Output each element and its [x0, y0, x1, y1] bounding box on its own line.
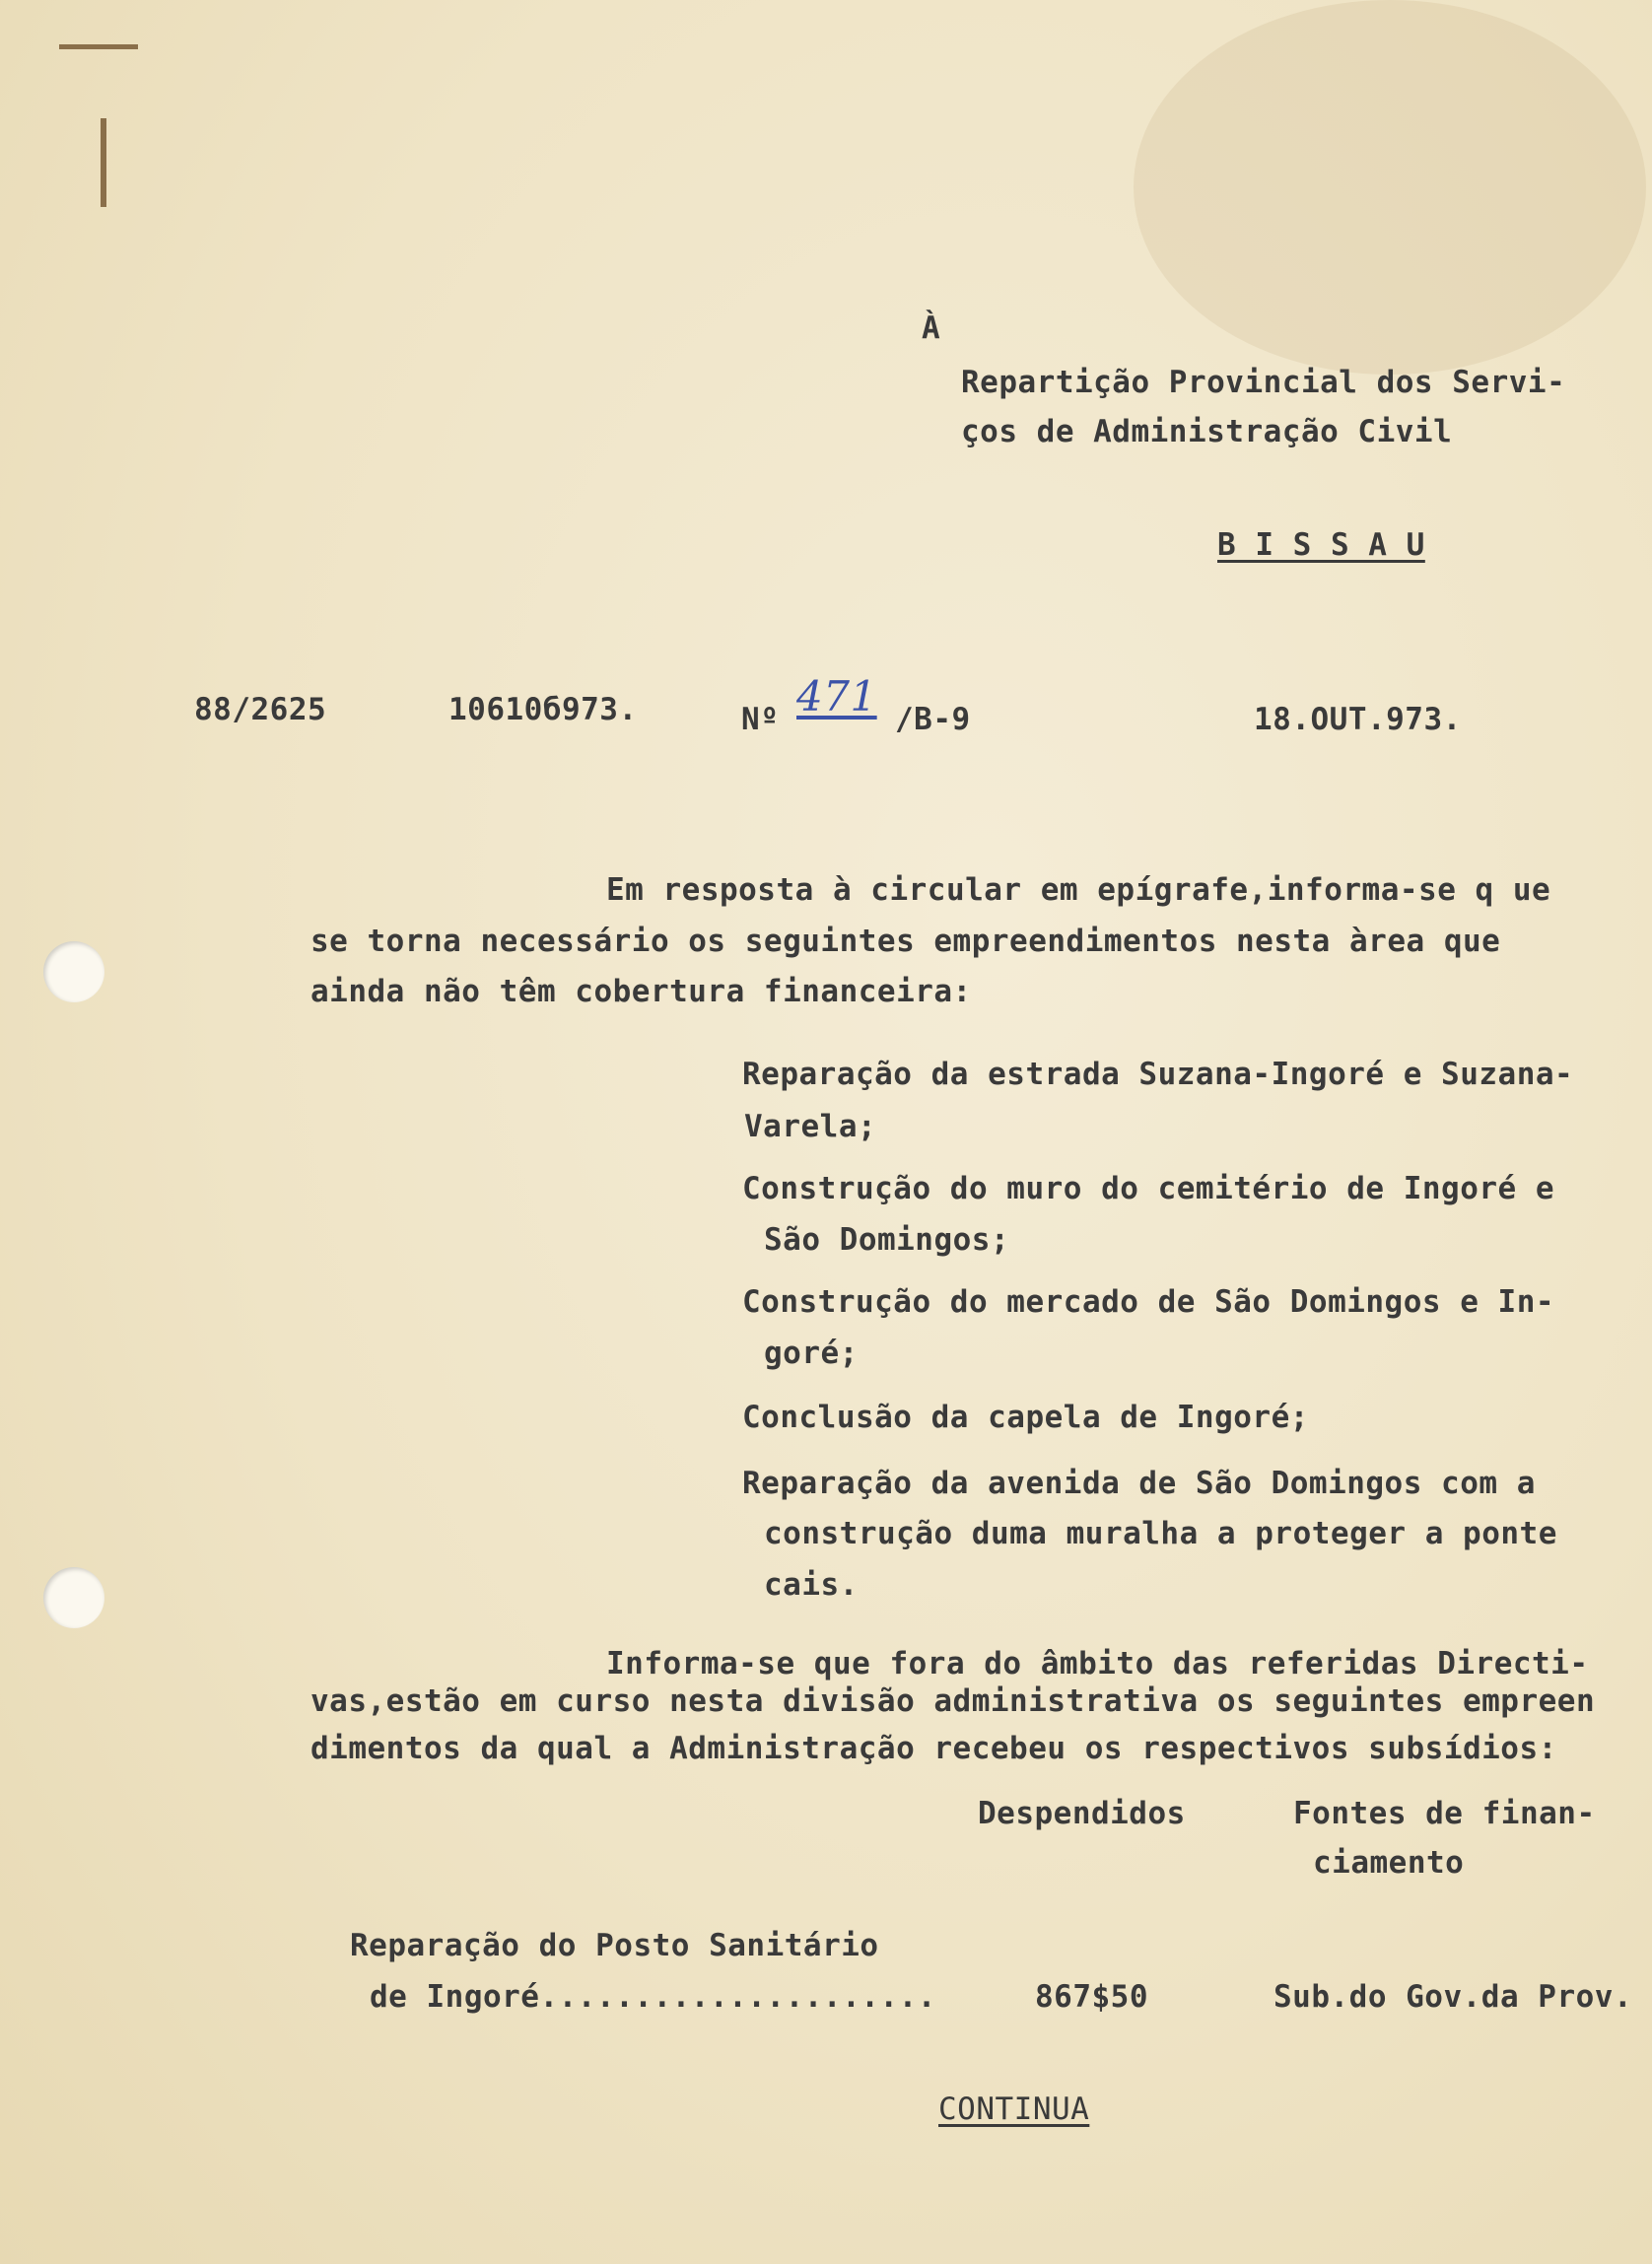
- reference-date: 10610б973.: [448, 692, 638, 727]
- list-item-4-line-1: Conclusão da capela de Ingoré;: [742, 1400, 1309, 1435]
- list-item-5-line-2: construção duma muralha a proteger a ponte: [764, 1516, 1557, 1551]
- paragraph-2-line-3: dimentos da qual a Administração recebeu os respectivos subsídios:: [310, 1731, 1557, 1766]
- addressee-line-1: Repartição Provincial dos Servi-: [961, 365, 1566, 400]
- addressee-prefix: À: [922, 310, 941, 346]
- paragraph-1-line-2: se torna necessário os seguintes empreendimentos nesta àrea que: [310, 924, 1501, 959]
- table-row-label-line-2: de Ingoré.....................: [370, 1979, 936, 2015]
- list-item-2-line-2: São Domingos;: [764, 1222, 1010, 1258]
- table-header-spent: Despendidos: [978, 1796, 1186, 1831]
- number-prefix: Nº: [741, 702, 780, 737]
- addressee-line-2: ços de Administração Civil: [961, 414, 1453, 449]
- list-item-1-line-2: Varela;: [744, 1109, 877, 1144]
- list-item-3-line-1: Construção do mercado de São Domingos e In-: [742, 1284, 1555, 1320]
- staple-mark-top: [59, 44, 138, 49]
- paragraph-2-line-1: Informa-se que fora do âmbito das referidas Directi-: [606, 1646, 1589, 1681]
- continua-label: CONTINUA: [938, 2092, 1090, 2127]
- punch-hole-top: [43, 941, 104, 1002]
- addressee-city: B I S S A U: [1217, 527, 1425, 563]
- number-suffix: /B-9: [895, 702, 971, 737]
- paragraph-1-line-1: Em resposta à circular em epígrafe,informa-se q ue: [606, 872, 1551, 908]
- punch-hole-bottom: [43, 1567, 104, 1628]
- table-row-label-line-1: Reparação do Posto Sanitário: [350, 1928, 879, 1963]
- staple-mark: [101, 118, 106, 207]
- table-header-sources-line-2: ciamento: [1313, 1845, 1465, 1881]
- list-item-5-line-3: cais.: [764, 1567, 859, 1603]
- table-row-amount: 867$50: [1035, 1979, 1148, 2015]
- table-header-sources-line-1: Fontes de finan-: [1293, 1796, 1596, 1831]
- paragraph-1-line-3: ainda não têm cobertura financeira:: [310, 974, 972, 1009]
- number-handwritten: 471: [796, 672, 877, 720]
- list-item-5-line-1: Reparação da avenida de São Domingos com a: [742, 1466, 1536, 1501]
- paragraph-2-line-2: vas,estão em curso nesta divisão administrativa os seguintes empreen: [310, 1683, 1596, 1719]
- reference-code: 88/2625: [194, 692, 327, 727]
- paper-stain: [1134, 0, 1646, 375]
- table-row-source: Sub.do Gov.da Prov.: [1273, 1979, 1633, 2015]
- letter-date: 18.OUT.973.: [1254, 702, 1462, 737]
- list-item-1-line-1: Reparação da estrada Suzana-Ingoré e Suzana-: [742, 1057, 1574, 1092]
- list-item-2-line-1: Construção do muro do cemitério de Ingoré e: [742, 1171, 1555, 1206]
- list-item-3-line-2: goré;: [764, 1336, 859, 1371]
